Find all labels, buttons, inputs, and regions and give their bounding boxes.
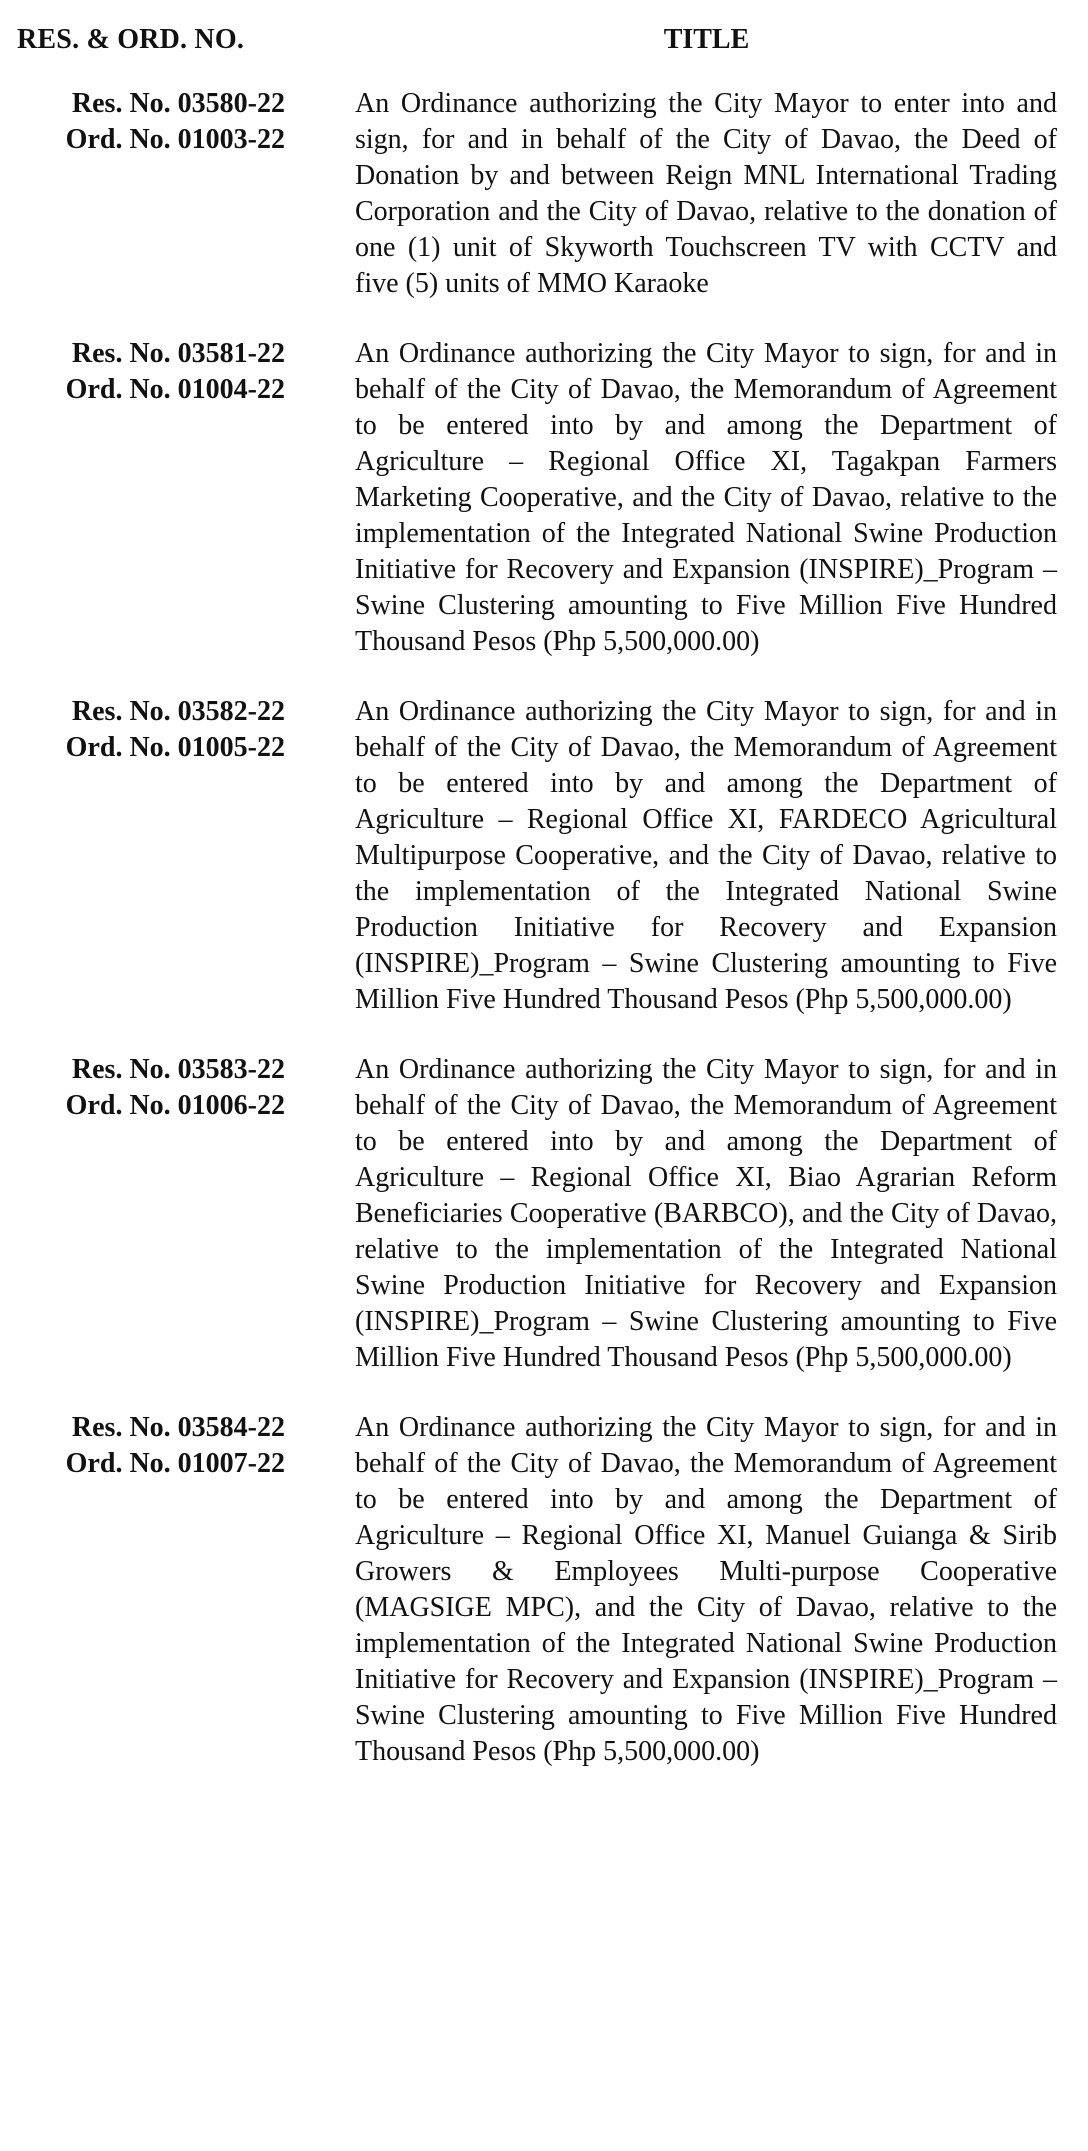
ordinance-number: Ord. No. 01006-22: [65, 1090, 285, 1121]
ordinance-list: [0, 86, 1088, 1804]
ordinance-number: Ord. No. 01004-22: [65, 374, 285, 405]
ordinance-title: An Ordinance authorizing the City Mayor to enter into and sign, for and in behalf of the City of Davao, the Deed of Donation by and between Reign MNL International Trading Corporation and the City of Davao, relative to the donation of one (1) unit of Skyworth Touchscreen TV with CCTV and five (5) units of MMO Karaoke: [355, 88, 1057, 299]
ordinance-entry: [0, 336, 1088, 660]
ordinance-entry: [0, 694, 1088, 1018]
resolution-number: Res. No. 03581-22: [71, 338, 285, 369]
entry-numbers: [0, 336, 355, 408]
entry-numbers: [0, 1410, 355, 1482]
ordinance-number: Ord. No. 01005-22: [65, 732, 285, 763]
ordinance-number: Ord. No. 01007-22: [65, 1448, 285, 1479]
ordinance-entry: [0, 1052, 1088, 1376]
table-header: [0, 24, 1088, 64]
entry-numbers: [0, 86, 355, 158]
column-header-title: TITLE: [663, 24, 750, 55]
resolution-number: Res. No. 03583-22: [71, 1054, 285, 1085]
ordinance-title: An Ordinance authorizing the City Mayor to sign, for and in behalf of the City of Davao, the Memorandum of Agreement to be entered into by and among the Department of Agriculture – Regional Office XI, Manuel Guianga & Sirib Growers & Employees Multi-purpose Cooperative (MAGSIGE MPC), and the City of Davao, relative to the implementation of the Integrated National Swine Production Initiative for Recovery and Expansion (INSPIRE)_Program – Swine Clustering amounting to Five Million Five Hundred Thousand Pesos (Php 5,500,000.00): [355, 1412, 1057, 1767]
resolution-number: Res. No. 03584-22: [71, 1412, 285, 1443]
resolution-number: Res. No. 03582-22: [71, 696, 285, 727]
ordinance-title: An Ordinance authorizing the City Mayor to sign, for and in behalf of the City of Davao, the Memorandum of Agreement to be entered into by and among the Department of Agriculture – Regional Office XI, FARDECO Agricultural Multipurpose Cooperative, and the City of Davao, relative to the implementation of the Integrated National Swine Production Initiative for Recovery and Expansion (INSPIRE)_Program – Swine Clustering amounting to Five Million Five Hundred Thousand Pesos (Php 5,500,000.00): [355, 696, 1057, 1015]
resolution-number: Res. No. 03580-22: [71, 88, 285, 119]
ordinance-entry: [0, 86, 1088, 302]
ordinance-title: An Ordinance authorizing the City Mayor to sign, for and in behalf of the City of Davao, the Memorandum of Agreement to be entered into by and among the Department of Agriculture – Regional Office XI, Tagakpan Farmers Marketing Cooperative, and the City of Davao, relative to the implementation of the Integrated National Swine Production Initiative for Recovery and Expansion (INSPIRE)_Program – Swine Clustering amounting to Five Million Five Hundred Thousand Pesos (Php 5,500,000.00): [355, 338, 1057, 657]
ordinance-title: An Ordinance authorizing the City Mayor to sign, for and in behalf of the City of Davao, the Memorandum of Agreement to be entered into by and among the Department of Agriculture – Regional Office XI, Biao Agrarian Reform Beneficiaries Cooperative (BARBCO), and the City of Davao, relative to the implementation of the Integrated National Swine Production Initiative for Recovery and Expansion (INSPIRE)_Program – Swine Clustering amounting to Five Million Five Hundred Thousand Pesos (Php 5,500,000.00): [355, 1054, 1057, 1373]
entry-numbers: [0, 694, 355, 766]
ordinance-number: Ord. No. 01003-22: [65, 124, 285, 155]
column-header-res-ord-no: RES. & ORD. NO.: [17, 24, 245, 55]
ordinance-entry: [0, 1410, 1088, 1770]
entry-numbers: [0, 1052, 355, 1124]
